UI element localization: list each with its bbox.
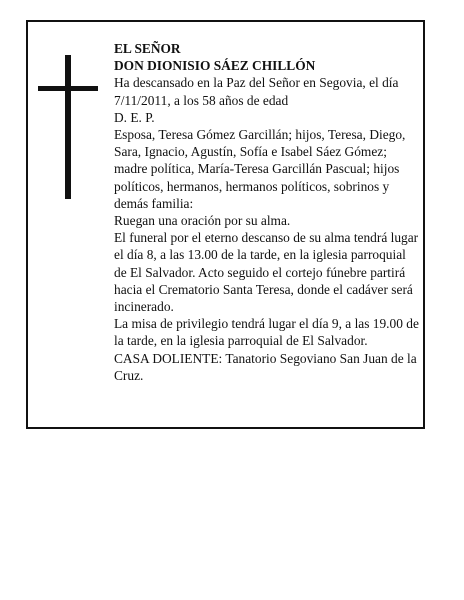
mass-info: La misa de privilegio tendrá lugar el día 9, a las 19.00 de la tarde, en la iglesia parroquial de El Salvador. bbox=[114, 316, 419, 349]
prayer-request: Ruegan una oración por su alma. bbox=[114, 213, 291, 229]
family-list: Esposa, Teresa Gómez Garcillán; hijos, Teresa, Diego, Sara, Ignacio, Agustín, Sofía e Isabel Sáez Gómez; madre política, María-Teresa Garcillán Pascual; hijos políticos, hermanos, hermanos políticos, sobrinos y demás familia: bbox=[114, 127, 406, 211]
notice-text bbox=[114, 40, 420, 384]
funeral-info: El funeral por el eterno descanso de su alma tendrá lugar el día 8, a las 13.00 de la tarde, en la iglesia parroquial de El Salvador. Acto seguido el cortejo fúnebre partirá hacia el Crematorio Santa Teresa, donde el cadáver será incinerado. bbox=[114, 230, 419, 315]
notice-title-line-1: EL SEÑOR bbox=[114, 41, 181, 56]
cross-horizontal-bar bbox=[38, 86, 98, 91]
mourning-house: CASA DOLIENTE: Tanatorio Segoviano San Juan de la Cruz. bbox=[114, 350, 417, 383]
deceased-name: DON DIONISIO SÁEZ CHILLÓN bbox=[114, 58, 316, 74]
cross-icon bbox=[38, 55, 98, 199]
dep-abbreviation: D. E. P. bbox=[114, 109, 155, 125]
death-info: Ha descansado en la Paz del Señor en Segovia, el día 7/11/2011, a los 58 años de edad bbox=[114, 75, 399, 108]
obituary-notice bbox=[26, 20, 425, 429]
cross-vertical-bar bbox=[65, 55, 71, 199]
